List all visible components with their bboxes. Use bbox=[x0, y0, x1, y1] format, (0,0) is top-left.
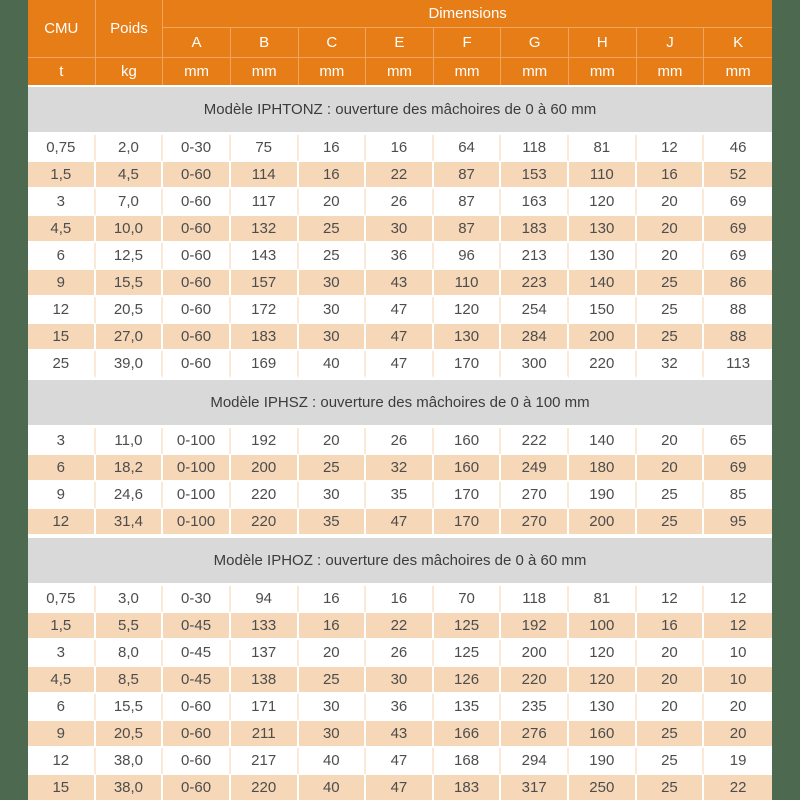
data-cell: 118 bbox=[501, 135, 569, 162]
data-cell: 47 bbox=[366, 775, 434, 800]
data-cell: 47 bbox=[366, 748, 434, 775]
header-row-top bbox=[28, 0, 772, 28]
section-band-0 bbox=[28, 85, 772, 135]
data-cell: 163 bbox=[501, 189, 569, 216]
data-cell: 20 bbox=[637, 216, 705, 243]
data-cell: 94 bbox=[231, 586, 299, 613]
data-cell: 220 bbox=[231, 482, 299, 509]
data-cell: 120 bbox=[569, 640, 637, 667]
unit-g: mm bbox=[501, 58, 569, 85]
data-cell: 12,5 bbox=[96, 243, 164, 270]
data-cell: 75 bbox=[231, 135, 299, 162]
data-cell: 0,75 bbox=[28, 135, 96, 162]
data-cell: 0-100 bbox=[163, 455, 231, 482]
col-header-j: J bbox=[637, 28, 705, 58]
data-cell: 10 bbox=[704, 640, 772, 667]
data-cell: 135 bbox=[434, 694, 502, 721]
unit-cmu: t bbox=[28, 58, 96, 85]
data-cell: 25 bbox=[637, 721, 705, 748]
table-row bbox=[28, 694, 772, 721]
data-cell: 8,5 bbox=[96, 667, 164, 694]
table-row bbox=[28, 482, 772, 509]
data-cell: 20 bbox=[637, 455, 705, 482]
data-cell: 19 bbox=[704, 748, 772, 775]
data-cell: 69 bbox=[704, 189, 772, 216]
data-cell: 220 bbox=[231, 775, 299, 800]
data-cell: 30 bbox=[299, 324, 367, 351]
data-cell: 35 bbox=[366, 482, 434, 509]
data-cell: 38,0 bbox=[96, 748, 164, 775]
data-cell: 270 bbox=[501, 509, 569, 536]
data-cell: 20 bbox=[637, 428, 705, 455]
data-cell: 15,5 bbox=[96, 270, 164, 297]
data-cell: 183 bbox=[501, 216, 569, 243]
data-cell: 9 bbox=[28, 721, 96, 748]
data-cell: 6 bbox=[28, 455, 96, 482]
data-cell: 250 bbox=[569, 775, 637, 800]
data-cell: 0-60 bbox=[163, 775, 231, 800]
data-cell: 0-60 bbox=[163, 297, 231, 324]
data-cell: 6 bbox=[28, 694, 96, 721]
data-cell: 40 bbox=[299, 748, 367, 775]
data-cell: 65 bbox=[704, 428, 772, 455]
data-cell: 113 bbox=[704, 351, 772, 378]
data-cell: 3 bbox=[28, 640, 96, 667]
unit-j: mm bbox=[637, 58, 705, 85]
data-cell: 4,5 bbox=[28, 216, 96, 243]
data-cell: 140 bbox=[569, 270, 637, 297]
dimensions-spec-table bbox=[28, 0, 772, 800]
data-cell: 6 bbox=[28, 243, 96, 270]
data-cell: 12 bbox=[704, 613, 772, 640]
data-cell: 0-60 bbox=[163, 243, 231, 270]
data-cell: 15 bbox=[28, 324, 96, 351]
data-cell: 4,5 bbox=[28, 667, 96, 694]
unit-k: mm bbox=[704, 58, 772, 85]
data-cell: 138 bbox=[231, 667, 299, 694]
data-cell: 25 bbox=[637, 509, 705, 536]
data-cell: 22 bbox=[366, 613, 434, 640]
data-cell: 118 bbox=[501, 586, 569, 613]
data-cell: 25 bbox=[299, 216, 367, 243]
data-cell: 22 bbox=[704, 775, 772, 800]
data-cell: 140 bbox=[569, 428, 637, 455]
data-cell: 110 bbox=[569, 162, 637, 189]
data-cell: 114 bbox=[231, 162, 299, 189]
data-cell: 25 bbox=[637, 270, 705, 297]
data-cell: 0-60 bbox=[163, 721, 231, 748]
data-cell: 20 bbox=[704, 721, 772, 748]
data-cell: 0-60 bbox=[163, 189, 231, 216]
data-cell: 30 bbox=[299, 721, 367, 748]
data-cell: 160 bbox=[569, 721, 637, 748]
table-row bbox=[28, 428, 772, 455]
data-cell: 88 bbox=[704, 324, 772, 351]
table-header bbox=[28, 0, 772, 85]
data-cell: 20 bbox=[299, 428, 367, 455]
data-cell: 0-30 bbox=[163, 135, 231, 162]
section-title: Modèle IPHSZ : ouverture des mâchoires de 0 à 100 mm bbox=[28, 378, 772, 428]
data-cell: 81 bbox=[569, 135, 637, 162]
data-cell: 52 bbox=[704, 162, 772, 189]
col-header-dimensions: Dimensions bbox=[163, 0, 772, 28]
data-cell: 15,5 bbox=[96, 694, 164, 721]
data-cell: 235 bbox=[501, 694, 569, 721]
table-row bbox=[28, 748, 772, 775]
table-row bbox=[28, 640, 772, 667]
data-cell: 16 bbox=[366, 135, 434, 162]
data-cell: 0-60 bbox=[163, 351, 231, 378]
table-row bbox=[28, 216, 772, 243]
data-cell: 4,5 bbox=[96, 162, 164, 189]
data-cell: 16 bbox=[299, 586, 367, 613]
data-cell: 0-100 bbox=[163, 482, 231, 509]
data-cell: 16 bbox=[366, 586, 434, 613]
data-cell: 38,0 bbox=[96, 775, 164, 800]
table-row bbox=[28, 162, 772, 189]
data-cell: 30 bbox=[366, 216, 434, 243]
data-cell: 222 bbox=[501, 428, 569, 455]
data-cell: 126 bbox=[434, 667, 502, 694]
data-cell: 120 bbox=[434, 297, 502, 324]
data-cell: 22 bbox=[366, 162, 434, 189]
data-cell: 16 bbox=[637, 613, 705, 640]
data-cell: 86 bbox=[704, 270, 772, 297]
data-cell: 200 bbox=[501, 640, 569, 667]
data-cell: 254 bbox=[501, 297, 569, 324]
data-cell: 270 bbox=[501, 482, 569, 509]
data-cell: 220 bbox=[231, 509, 299, 536]
data-cell: 20 bbox=[637, 640, 705, 667]
unit-e: mm bbox=[366, 58, 434, 85]
table-row bbox=[28, 586, 772, 613]
data-cell: 32 bbox=[637, 351, 705, 378]
section-title: Modèle IPHOZ : ouverture des mâchoires de 0 à 60 mm bbox=[28, 536, 772, 586]
table-row bbox=[28, 613, 772, 640]
data-cell: 183 bbox=[231, 324, 299, 351]
data-cell: 172 bbox=[231, 297, 299, 324]
data-cell: 12 bbox=[637, 586, 705, 613]
data-cell: 47 bbox=[366, 324, 434, 351]
data-cell: 169 bbox=[231, 351, 299, 378]
data-cell: 40 bbox=[299, 775, 367, 800]
data-cell: 43 bbox=[366, 270, 434, 297]
data-cell: 150 bbox=[569, 297, 637, 324]
data-cell: 12 bbox=[28, 748, 96, 775]
data-cell: 32 bbox=[366, 455, 434, 482]
data-cell: 153 bbox=[501, 162, 569, 189]
data-cell: 317 bbox=[501, 775, 569, 800]
data-cell: 96 bbox=[434, 243, 502, 270]
data-cell: 213 bbox=[501, 243, 569, 270]
data-cell: 190 bbox=[569, 748, 637, 775]
unit-b: mm bbox=[231, 58, 299, 85]
data-cell: 16 bbox=[299, 162, 367, 189]
table-row bbox=[28, 509, 772, 536]
data-cell: 3 bbox=[28, 189, 96, 216]
data-cell: 168 bbox=[434, 748, 502, 775]
data-cell: 69 bbox=[704, 455, 772, 482]
data-cell: 166 bbox=[434, 721, 502, 748]
data-cell: 25 bbox=[299, 455, 367, 482]
data-cell: 16 bbox=[299, 135, 367, 162]
table-row bbox=[28, 667, 772, 694]
data-cell: 47 bbox=[366, 509, 434, 536]
data-cell: 5,5 bbox=[96, 613, 164, 640]
data-cell: 18,2 bbox=[96, 455, 164, 482]
data-cell: 110 bbox=[434, 270, 502, 297]
col-header-k: K bbox=[704, 28, 772, 58]
data-cell: 125 bbox=[434, 613, 502, 640]
table-row bbox=[28, 455, 772, 482]
data-cell: 0-100 bbox=[163, 428, 231, 455]
data-cell: 35 bbox=[299, 509, 367, 536]
data-cell: 87 bbox=[434, 189, 502, 216]
data-cell: 30 bbox=[366, 667, 434, 694]
data-cell: 132 bbox=[231, 216, 299, 243]
table-row bbox=[28, 324, 772, 351]
data-cell: 192 bbox=[501, 613, 569, 640]
data-cell: 0-45 bbox=[163, 613, 231, 640]
data-cell: 20 bbox=[637, 189, 705, 216]
data-cell: 69 bbox=[704, 216, 772, 243]
data-cell: 26 bbox=[366, 189, 434, 216]
section-title: Modèle IPHTONZ : ouverture des mâchoires de 0 à 60 mm bbox=[28, 85, 772, 135]
data-cell: 25 bbox=[637, 748, 705, 775]
data-cell: 20 bbox=[704, 694, 772, 721]
table-row bbox=[28, 775, 772, 800]
col-header-b: B bbox=[231, 28, 299, 58]
table-row bbox=[28, 270, 772, 297]
data-cell: 170 bbox=[434, 351, 502, 378]
data-cell: 120 bbox=[569, 189, 637, 216]
data-cell: 20,5 bbox=[96, 721, 164, 748]
data-cell: 11,0 bbox=[96, 428, 164, 455]
data-cell: 25 bbox=[637, 775, 705, 800]
data-cell: 130 bbox=[569, 216, 637, 243]
header-row-units bbox=[28, 58, 772, 85]
col-header-poids: Poids bbox=[96, 0, 164, 58]
data-cell: 143 bbox=[231, 243, 299, 270]
data-cell: 217 bbox=[231, 748, 299, 775]
data-cell: 180 bbox=[569, 455, 637, 482]
table-row bbox=[28, 351, 772, 378]
data-cell: 1,5 bbox=[28, 162, 96, 189]
data-cell: 31,4 bbox=[96, 509, 164, 536]
data-cell: 200 bbox=[231, 455, 299, 482]
data-cell: 25 bbox=[637, 324, 705, 351]
data-cell: 7,0 bbox=[96, 189, 164, 216]
data-cell: 40 bbox=[299, 351, 367, 378]
data-cell: 294 bbox=[501, 748, 569, 775]
table-row bbox=[28, 297, 772, 324]
data-cell: 47 bbox=[366, 297, 434, 324]
data-cell: 0,75 bbox=[28, 586, 96, 613]
data-cell: 10,0 bbox=[96, 216, 164, 243]
data-cell: 170 bbox=[434, 509, 502, 536]
data-cell: 137 bbox=[231, 640, 299, 667]
data-cell: 192 bbox=[231, 428, 299, 455]
data-cell: 25 bbox=[637, 297, 705, 324]
data-cell: 95 bbox=[704, 509, 772, 536]
data-cell: 47 bbox=[366, 351, 434, 378]
unit-c: mm bbox=[299, 58, 367, 85]
data-cell: 87 bbox=[434, 162, 502, 189]
data-cell: 170 bbox=[434, 482, 502, 509]
unit-poids: kg bbox=[96, 58, 164, 85]
data-cell: 26 bbox=[366, 428, 434, 455]
data-cell: 30 bbox=[299, 297, 367, 324]
section-band-1 bbox=[28, 378, 772, 428]
data-cell: 12 bbox=[637, 135, 705, 162]
data-cell: 70 bbox=[434, 586, 502, 613]
data-cell: 85 bbox=[704, 482, 772, 509]
data-cell: 157 bbox=[231, 270, 299, 297]
data-cell: 81 bbox=[569, 586, 637, 613]
table-row bbox=[28, 721, 772, 748]
data-cell: 69 bbox=[704, 243, 772, 270]
data-cell: 87 bbox=[434, 216, 502, 243]
data-cell: 130 bbox=[569, 694, 637, 721]
data-cell: 16 bbox=[299, 613, 367, 640]
data-cell: 183 bbox=[434, 775, 502, 800]
data-cell: 0-60 bbox=[163, 324, 231, 351]
table-row bbox=[28, 135, 772, 162]
data-cell: 12 bbox=[28, 297, 96, 324]
data-cell: 9 bbox=[28, 270, 96, 297]
data-cell: 36 bbox=[366, 694, 434, 721]
data-cell: 12 bbox=[28, 509, 96, 536]
data-cell: 64 bbox=[434, 135, 502, 162]
data-cell: 130 bbox=[569, 243, 637, 270]
data-cell: 20 bbox=[299, 640, 367, 667]
data-cell: 20 bbox=[637, 694, 705, 721]
unit-a: mm bbox=[163, 58, 231, 85]
table-row bbox=[28, 189, 772, 216]
data-cell: 0-45 bbox=[163, 667, 231, 694]
data-cell: 36 bbox=[366, 243, 434, 270]
data-cell: 0-60 bbox=[163, 162, 231, 189]
data-cell: 200 bbox=[569, 324, 637, 351]
data-cell: 0-45 bbox=[163, 640, 231, 667]
data-cell: 9 bbox=[28, 482, 96, 509]
col-header-e: E bbox=[366, 28, 434, 58]
data-cell: 12 bbox=[704, 586, 772, 613]
data-cell: 133 bbox=[231, 613, 299, 640]
data-cell: 276 bbox=[501, 721, 569, 748]
data-cell: 25 bbox=[28, 351, 96, 378]
data-cell: 24,6 bbox=[96, 482, 164, 509]
data-cell: 88 bbox=[704, 297, 772, 324]
data-cell: 200 bbox=[569, 509, 637, 536]
data-cell: 130 bbox=[434, 324, 502, 351]
data-cell: 25 bbox=[637, 482, 705, 509]
data-cell: 2,0 bbox=[96, 135, 164, 162]
data-cell: 27,0 bbox=[96, 324, 164, 351]
data-cell: 25 bbox=[299, 243, 367, 270]
data-cell: 120 bbox=[569, 667, 637, 694]
data-cell: 20,5 bbox=[96, 297, 164, 324]
col-header-g: G bbox=[501, 28, 569, 58]
data-cell: 20 bbox=[299, 189, 367, 216]
data-cell: 117 bbox=[231, 189, 299, 216]
data-cell: 20 bbox=[637, 243, 705, 270]
data-cell: 8,0 bbox=[96, 640, 164, 667]
data-cell: 0-60 bbox=[163, 216, 231, 243]
data-cell: 3 bbox=[28, 428, 96, 455]
data-cell: 223 bbox=[501, 270, 569, 297]
data-cell: 39,0 bbox=[96, 351, 164, 378]
data-cell: 249 bbox=[501, 455, 569, 482]
data-cell: 43 bbox=[366, 721, 434, 748]
data-cell: 100 bbox=[569, 613, 637, 640]
data-cell: 25 bbox=[299, 667, 367, 694]
data-cell: 46 bbox=[704, 135, 772, 162]
table-body bbox=[28, 85, 772, 800]
data-cell: 171 bbox=[231, 694, 299, 721]
data-cell: 30 bbox=[299, 694, 367, 721]
data-cell: 30 bbox=[299, 270, 367, 297]
section-band-2 bbox=[28, 536, 772, 586]
data-cell: 160 bbox=[434, 455, 502, 482]
col-header-h: H bbox=[569, 28, 637, 58]
data-cell: 300 bbox=[501, 351, 569, 378]
data-cell: 125 bbox=[434, 640, 502, 667]
col-header-cmu: CMU bbox=[28, 0, 96, 58]
data-cell: 220 bbox=[501, 667, 569, 694]
unit-f: mm bbox=[434, 58, 502, 85]
data-cell: 0-30 bbox=[163, 586, 231, 613]
data-cell: 30 bbox=[299, 482, 367, 509]
col-header-f: F bbox=[434, 28, 502, 58]
data-cell: 0-60 bbox=[163, 694, 231, 721]
data-cell: 0-60 bbox=[163, 270, 231, 297]
data-cell: 0-60 bbox=[163, 748, 231, 775]
unit-h: mm bbox=[569, 58, 637, 85]
col-header-c: C bbox=[299, 28, 367, 58]
data-cell: 16 bbox=[637, 162, 705, 189]
data-cell: 211 bbox=[231, 721, 299, 748]
table-row bbox=[28, 243, 772, 270]
data-cell: 20 bbox=[637, 667, 705, 694]
data-cell: 26 bbox=[366, 640, 434, 667]
col-header-a: A bbox=[163, 28, 231, 58]
data-cell: 1,5 bbox=[28, 613, 96, 640]
data-cell: 284 bbox=[501, 324, 569, 351]
data-cell: 15 bbox=[28, 775, 96, 800]
data-cell: 160 bbox=[434, 428, 502, 455]
data-cell: 220 bbox=[569, 351, 637, 378]
data-cell: 190 bbox=[569, 482, 637, 509]
data-cell: 0-100 bbox=[163, 509, 231, 536]
data-cell: 10 bbox=[704, 667, 772, 694]
data-cell: 3,0 bbox=[96, 586, 164, 613]
